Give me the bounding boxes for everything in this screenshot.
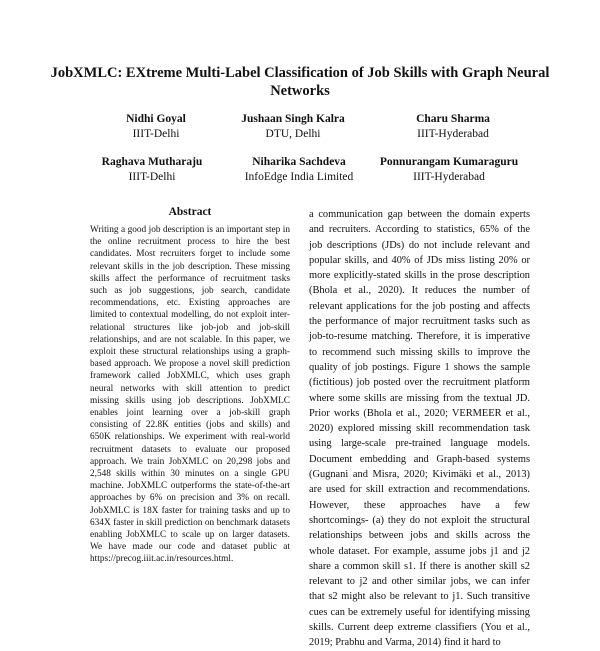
- author-affiliation: IIIT-Delhi: [132, 128, 180, 140]
- author-name: Charu Sharma: [416, 113, 490, 125]
- abstract-heading: Abstract: [168, 206, 212, 218]
- author-affiliation: IIIT-Hyderabad: [417, 128, 489, 140]
- author-block: [368, 112, 538, 142]
- author-name: Raghava Mutharaju: [101, 156, 203, 168]
- author-affiliation: IIIT-Hyderabad: [413, 171, 485, 183]
- author-name: Jushaan Singh Kalra: [241, 113, 345, 125]
- paper-title: JobXMLC: EXtreme Multi-Label Classification of Job Skills with Graph Neural Networks: [50, 65, 550, 99]
- introduction-text: a communication gap between the domain experts and recruiters. According to statistics, 65% of the job descriptions (JDs) do not include relevant and popular skills, and 40% of JDs miss listing 20% or more explicitly-stated skills in the prose description (Bhola et al., 2020). It reduces the number of relevant applications for the job posting and affects the performance of major recruitment tasks such as job-to-resume matching. Therefore, it is imperative to recommend such missing skills to improve the quality of job postings. Figure 1 shows the sample (fictitious) job posted over the recruitment platform where some skills are missing from the textual JD. Prior works (Bhola et al., 2020; VERMEER et al., 2020) explored missing skill recommendation task using large-scale pre-trained language models. Document embedding and Graph-based systems (Gugnani and Misra, 2020; Kivimäki et al., 2013) are used for skill extraction and recommendations. However, these approaches have a few shortcomings- (a) they do not exploit the structural relationships between jobs and skills across the whole dataset. For example, assume jobs j1 and j2 share a common skill s1. If there is another skill s2 relevant to j2 and other similar jobs, we can infer that s2 might also be relevant to j1. Such transitive cues can be extremely useful for identifying missing skills. Current deep extreme classifiers (You et al., 2019; Prabhu and Varma, 2014) find it hard to: [309, 209, 530, 649]
- author-name: Ponnurangam Kumaraguru: [379, 156, 519, 168]
- author-affiliation: InfoEdge India Limited: [244, 171, 354, 183]
- author-affiliation: IIIT-Delhi: [128, 171, 176, 183]
- author-block: [208, 112, 378, 142]
- author-affiliation: DTU, Delhi: [265, 128, 321, 140]
- author-name: Nidhi Goyal: [126, 113, 186, 125]
- author-name: Niharika Sachdeva: [252, 156, 346, 168]
- author-block: [67, 155, 237, 185]
- author-block: [214, 155, 384, 185]
- author-block: [364, 155, 534, 185]
- abstract-text: Writing a good job description is an important step in the online recruitment process to hire the best candidates. Most recruiters forget to include some relevant skills in the job description. These missing skills affect the performance of recruitment tasks such as job suggestions, job search, candidate recommendations, etc. Existing approaches are limited to contextual modelling, do not exploit inter-relational structures like job-job and job-skill relationships, and are not scalable. In this paper, we exploit these structural relationships using a graph-based approach. We propose a novel skill prediction framework called JobXMLC, which uses graph neural networks with skill attention to predict missing skills using job descriptions. JobXMLC enables joint learning over a job-skill graph consisting of 22.8K entities (jobs and skills) and 650K relationships. We experiment with real-world recruitment datasets to evaluate our proposed approach. We train JobXMLC on 20,298 jobs and 2,548 skills within 30 minutes on a single GPU machine. JobXMLC outperforms the state-of-the-art approaches by 6% on precision and 3% on recall. JobXMLC is 18X faster for training tasks and up to 634X faster in skill prediction on benchmark datasets enabling JobXMLC to scale up on larger datasets. We have made our code and dataset public at https://precog.iiit.ac.in/resources.html.: [90, 225, 290, 565]
